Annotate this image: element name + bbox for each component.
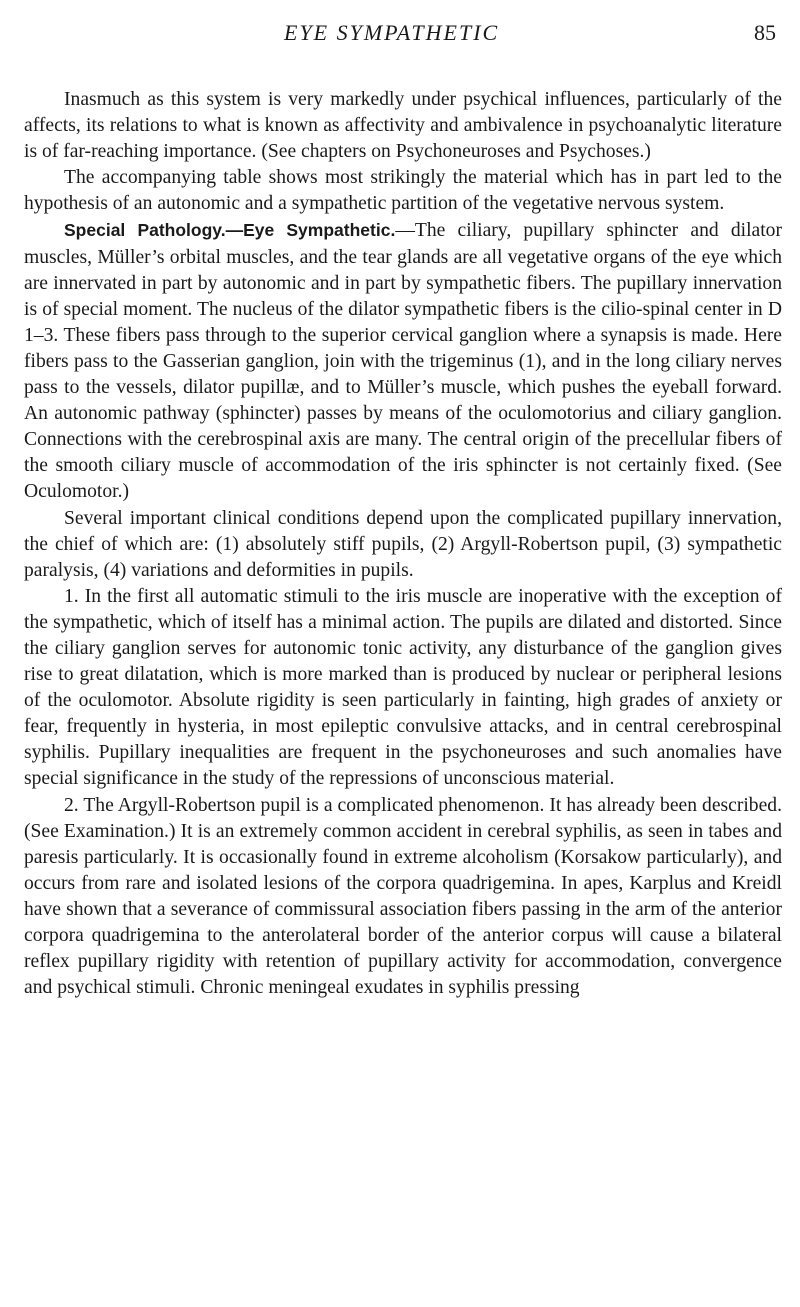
running-title: EYE SYMPATHETIC [284, 20, 500, 45]
page-header [0, 20, 800, 54]
paragraph-special-pathology-body: —The ciliary, pupillary sphincter and dilator muscles, Müller’s orbital muscles, and the tear glands are all vegetative organs of the eye which are innervated in part by autonomic and in part by sympathetic fibers. The pupillary innervation is of special moment. The nucleus of the dilator sympathetic fibers is the cilio-spinal center in D 1–3. These fibers pass through to the superior cervical ganglion where a synapsis is made. Here fibers pass to the Gasserian ganglion, join with the trigeminus (1), and in the long ciliary nerves pass to the vessels, dilator pupillæ, and to Müller’s muscle, which pushes the eyeball forward. An autonomic pathway (sphincter) passes by means of the oculomotorius and ciliary ganglion. Connections with the cerebrospinal axis are many. The central origin of the precellular fibers of the smooth ciliary muscle of accommodation of the iris sphincter is not certainly fixed. (See Oculomotor.) [24, 220, 783, 503]
paragraph-special-pathology [24, 217, 782, 505]
paragraph-affectivity: Inasmuch as this system is very markedly under psychical influences, particularly of the affects, its relations to what is known as affectivity and ambivalence in psychoanalytic literature is of far-reaching importance. (See chapters on Psychoneuroses and Psychoses.) [24, 89, 782, 163]
paragraph-stiff-pupils: 1. In the first all automatic stimuli to the iris muscle are inoperative with the exception of the sympathetic, which of itself has a minimal action. The pupils are dilated and distorted. Since the ciliary ganglion serves for autonomic tonic activity, any disturbance of the ganglion gives rise to great dilatation, which is more marked than is produced by nuclear or peripheral lesions of the oculomotor. Absolute rigidity is seen particularly in fainting, high grades of anxiety or fear, frequently in hysteria, in most epileptic convulsive attacks, and in central cerebrospinal syphilis. Pupillary inequalities are frequent in the psychoneuroses and such anomalies have special significance in the study of the repressions of unconscious material. [24, 585, 782, 790]
paragraph-table-note: The accompanying table shows most strikingly the material which has in part led to the hypothesis of an autonomic and a sympathetic partition of the vegetative nervous system. [24, 167, 782, 215]
body-text [24, 87, 782, 1001]
page-number: 85 [754, 20, 776, 45]
paragraph-clinical-conditions: Several important clinical conditions depend upon the complicated pupillary innervation, the chief of which are: (1) absolutely stiff pupils, (2) Argyll-Robertson pupil, (3) sympathetic paralysis, (4) variations and deformities in pupils. [24, 507, 782, 581]
paragraph-argyll-robertson: 2. The Argyll-Robertson pupil is a complicated phenomenon. It has already been described. (See Examination.) It is an extremely common accident in cerebral syphilis, as seen in tabes and paresis particularly. It is occasionally found in extreme alcoholism (Korsakow particularly), and occurs from rare and isolated lesions of the corpora quadrigemina. In apes, Karplus and Kreidl have shown that a severance of commissural association fibers passing in the arm of the anterior corpora quadrigemina to the anterolateral border of the anterior corpus will cause a bilateral reflex pupillary rigidity with retention of pupillary activity for accommodation, convergence and psychical stimuli. Chronic meningeal exudates in syphilis pressing [24, 794, 782, 999]
section-heading: Special Pathology.—Eye Sympathetic. [64, 220, 396, 241]
